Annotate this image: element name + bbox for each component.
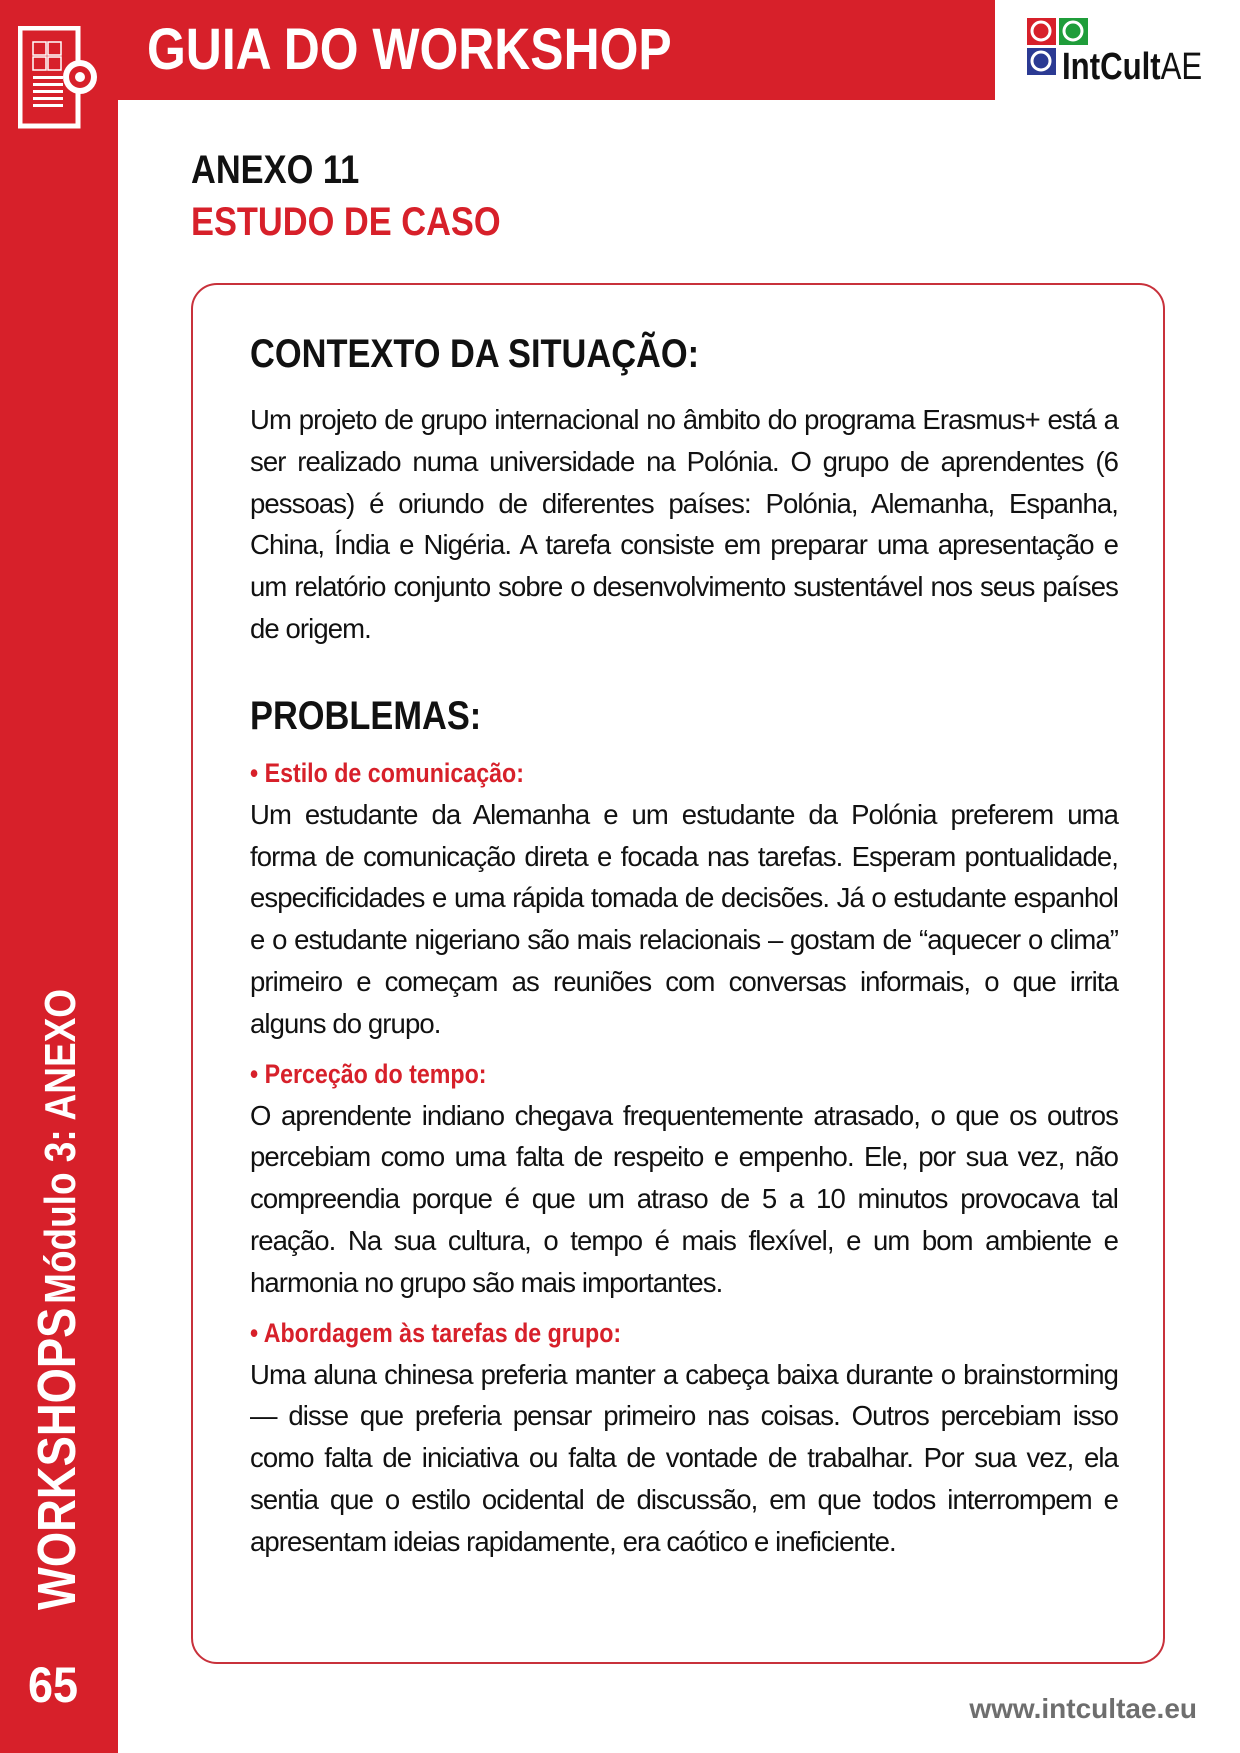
logo-text-bold: IntCult bbox=[1062, 46, 1161, 88]
problem-title: • Abordagem às tarefas de grupo: bbox=[250, 1317, 622, 1348]
problem-title: • Perceção do tempo: bbox=[250, 1058, 487, 1089]
problem-item bbox=[250, 1312, 1118, 1563]
problem-text: Uma aluna chinesa preferia manter a cabeça baixa durante o brainstorming — disse que preferia pensar primeiro nas coisas. Outros percebiam isso como falta de iniciativa ou falta de vontade de trabalhar. Por sua vez, ela sentia que o estilo ocidental de discussão, em que todos interrompem e apresentam ideias rapidamente, era caótico e ineficiente. bbox=[250, 1358, 1118, 1557]
header-title: GUIA DO WORKSHOP bbox=[147, 17, 672, 82]
problems-heading: PROBLEMAS: bbox=[250, 693, 482, 738]
page-number: 65 bbox=[28, 1657, 79, 1713]
footer-url-link[interactable]: www.intcultae.eu bbox=[969, 1693, 1197, 1724]
problem-item bbox=[250, 752, 1118, 1045]
problem-text: O aprendente indiano chegava frequentemente atrasado, o que os outros percebiam como uma falta de respeito e empenho. Ele, por sua vez, não compreendia porque é que um atraso de 5 a 10 minutos provocava tal reação. Na sua cultura, o tempo é mais flexível, e um bom ambiente e harmonia no grupo são mais importantes. bbox=[250, 1099, 1118, 1298]
sidebar-label-bold: WORKSHOPS bbox=[27, 1307, 87, 1610]
logo-text-light: AE bbox=[1160, 46, 1203, 88]
logo-text bbox=[1062, 44, 1202, 90]
sidebar-label-rest: Módulo 3: ANEXO bbox=[36, 989, 85, 1304]
workshop-guide-icon bbox=[18, 26, 98, 130]
problem-text: Um estudante da Alemanha e um estudante da Polónia preferem uma forma de comunicação direta e focada nas tarefas. Esperam pontualidade, especificidades e uma rápida tomada de decisões. Já o estudante espanhol e o estudante nigeriano são mais relacionais – gostam de “aquecer o clima” primeiro e começam as reuniões com conversas informais, o que irrita alguns do grupo. bbox=[250, 798, 1118, 1039]
context-heading: CONTEXTO DA SITUAÇÃO: bbox=[250, 332, 700, 376]
case-study-content bbox=[250, 330, 1118, 1563]
sidebar-section-label bbox=[26, 850, 88, 1610]
context-text: Um projeto de grupo internacional no âmbito do programa Erasmus+ está a ser realizado numa universidade na Polónia. O grupo de aprendentes (6 pessoas) é oriundo de diferentes países: Polónia, Alemanha, Espanha, China, Índia e Nigéria. A tarefa consiste em preparar uma apresentação e um relatório conjunto sobre o desenvolvimento sustentável nos seus países de origem. bbox=[250, 404, 1118, 644]
annex-title: ANEXO 11 bbox=[191, 148, 360, 192]
problem-item bbox=[250, 1053, 1118, 1304]
annex-subtitle: ESTUDO DE CASO bbox=[191, 200, 501, 244]
problem-title: • Estilo de comunicação: bbox=[250, 757, 524, 788]
